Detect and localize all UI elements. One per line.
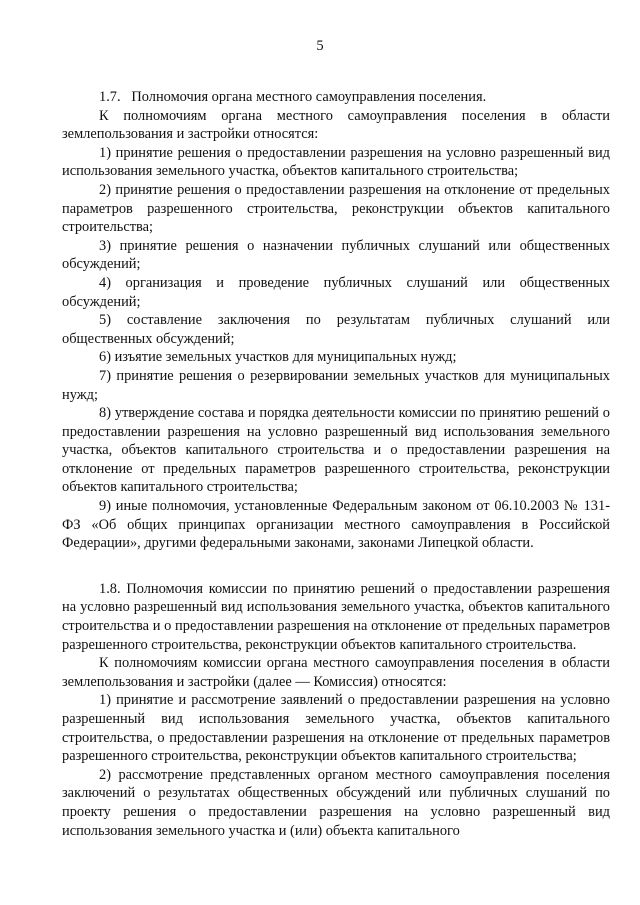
- section-heading-1-8: 1.8. Полномочия комиссии по принятию решений о предоставлении разрешения на условно разрешенный вид использования земельного участка, объектов капитального строительства и о предоставлении разрешения на отклонение от предельных параметров разрешенного строительства, реконструкции объектов капитального строительства.: [62, 580, 610, 653]
- list-item: 1) принятие и рассмотрение заявлений о предоставлении разрешения на условно разрешенный вид использования земельного участка, объектов капитального строительства, о предоставлении разрешения на отклонение от предельных параметров разрешенного строительства, реконструкции объектов капитального строительства;: [62, 692, 610, 765]
- section-heading-1-7: 1.7. Полномочия органа местного самоуправления поселения.: [99, 89, 487, 105]
- paragraph: К полномочиям органа местного самоуправления поселения в области землепользования и застройки относятся:: [62, 107, 610, 143]
- page-number: 5: [316, 38, 324, 54]
- list-item: 5) составление заключения по результатам публичных слушаний или общественных обсуждений;: [62, 312, 610, 347]
- list-item: 3) принятие решения о назначении публичных слушаний или общественных обсуждений;: [62, 237, 610, 273]
- paragraph: К полномочиям комиссии органа местного самоуправления поселения в области землепользования и застройки (далее — Комиссия) относятся:: [62, 655, 610, 690]
- list-item: 4) организация и проведение публичных слушаний или общественных обсуждений;: [62, 274, 610, 310]
- list-item: 2) рассмотрение представленных органом местного самоуправления поселения заключений о результатах общественных обсуждений или публичных слушаний по проекту решения о предоставлении разрешения на условно разрешенный вид использования земельного участка и (или) объекта капитального: [62, 766, 610, 839]
- list-item: 7) принятие решения о резервировании земельных участков для муниципальных нужд;: [62, 367, 610, 403]
- list-item: 6) изъятие земельных участков для муниципальных нужд;: [99, 349, 457, 366]
- list-item: 9) иные полномочия, установленные Федеральным законом от 06.10.2003 № 131-ФЗ «Об общих принципах организации местного самоуправления в Российской Федерации», другими федеральными законами, законами Липецкой области.: [62, 498, 610, 552]
- list-item: 8) утверждение состава и порядка деятельности комиссии по принятию решений о предоставлении разрешения на условно разрешенный вид использования земельного участка, объектов капитального строительства и о предоставлении разрешения на отклонение от предельных параметров разрешенного строительства, реконструкции объектов капитального строительства;: [62, 405, 610, 496]
- list-item: 1) принятие решения о предоставлении разрешения на условно разрешенный вид использования земельного участка, объектов капитального строительства;: [62, 144, 610, 180]
- list-item: 2) принятие решения о предоставлении разрешения на отклонение от предельных параметров разрешенного строительства, реконструкции объектов капитального строительства;: [62, 181, 610, 236]
- document-body: [62, 88, 610, 840]
